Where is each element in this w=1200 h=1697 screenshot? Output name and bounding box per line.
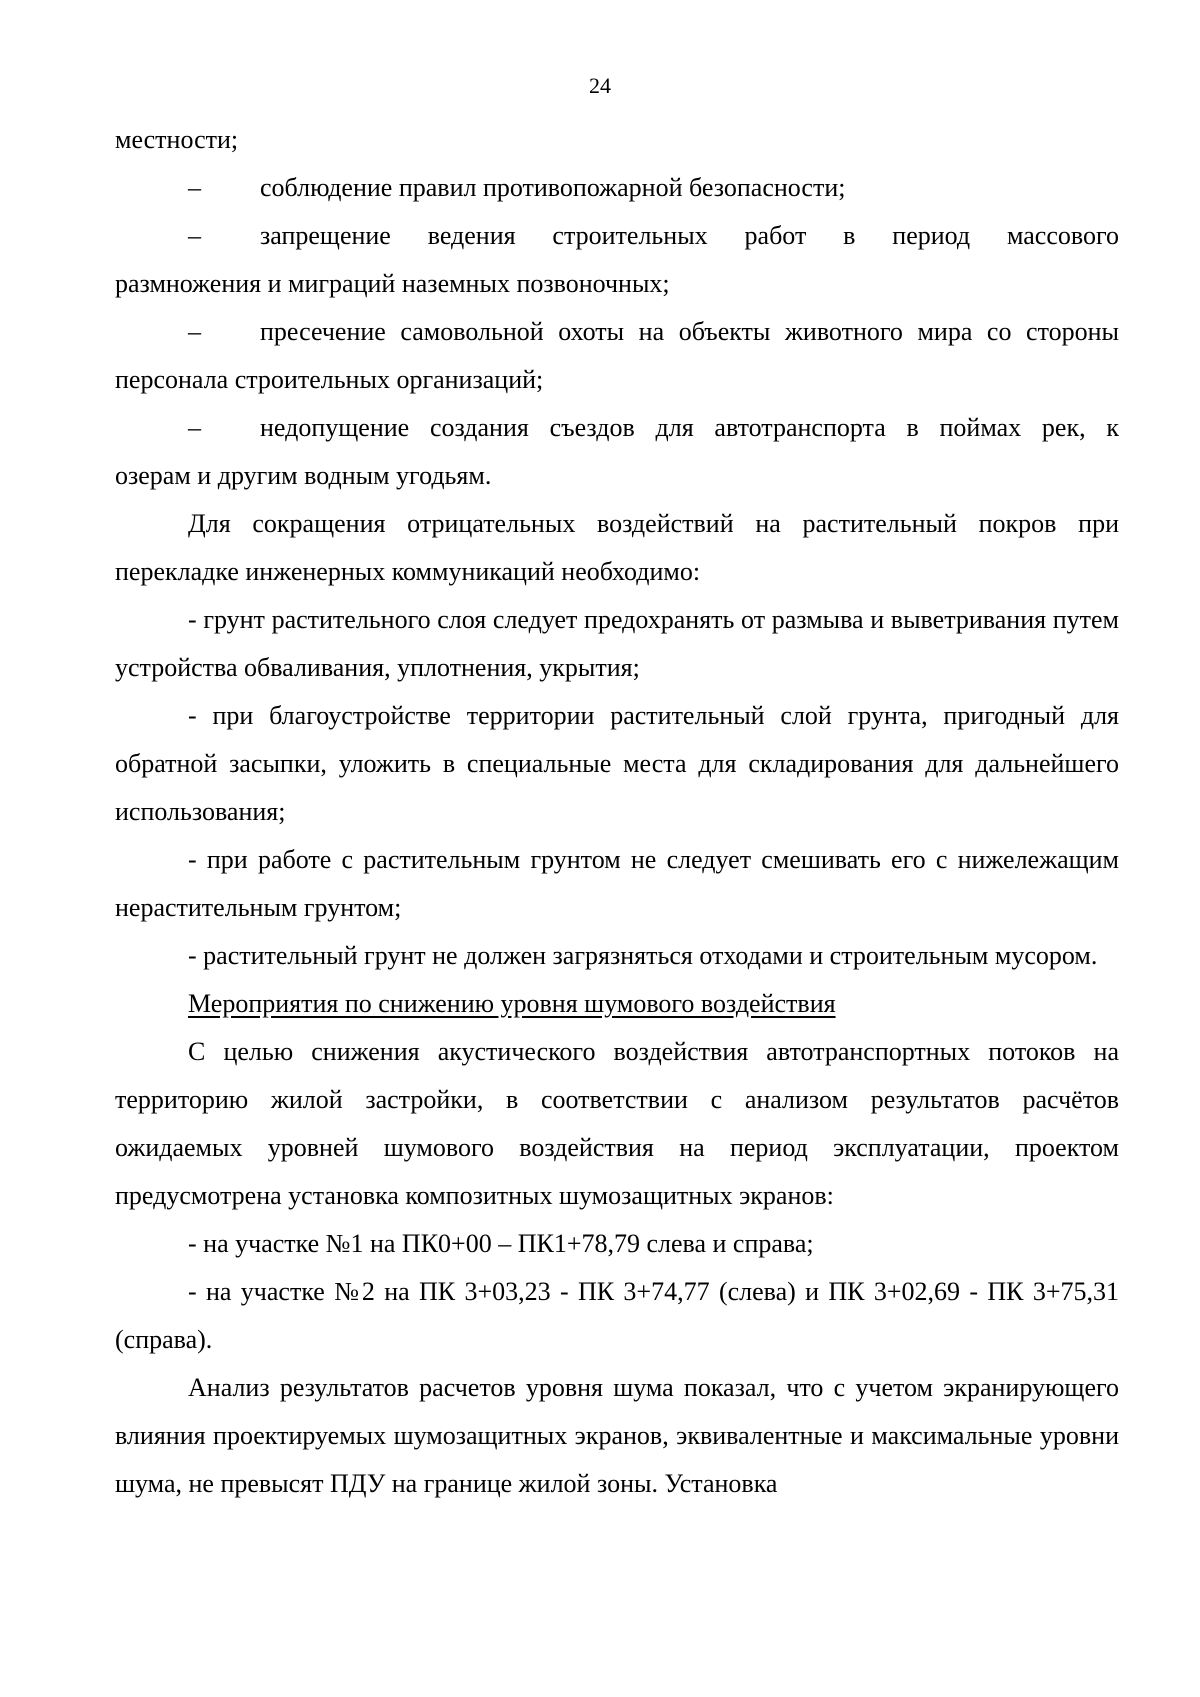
paragraph-vegetation-intro: Для сокращения отрицательных воздействий на растительный покров при перекладке инженерных коммуникаций необходимо: — [115, 509, 1119, 586]
dash-marker: – — [188, 221, 201, 250]
document-body — [115, 116, 1119, 1508]
dash-item-text: пресечение самовольной охоты на объекты животного мира со стороны — [260, 317, 1119, 346]
page-number: 24 — [589, 73, 611, 98]
paragraph-section-2: - на участке №2 на ПК 3+03,23 - ПК 3+74,77 (слева) и ПК 3+02,69 - ПК 3+75,31 (справа). — [115, 1277, 1119, 1354]
section-heading-text: Мероприятия по снижению уровня шумового воздействия — [188, 989, 836, 1018]
dash-item-text: недопущение создания съездов для автотранспорта в поймах рек, к — [260, 413, 1119, 442]
dash-list-item-4 — [115, 404, 1119, 452]
paragraph-noise-analysis: Анализ результатов расчетов уровня шума показал, что с учетом экранирующего влияния проектируемых шумозащитных экранов, эквивалентные и максимальные уровни шума, не превысят ПДУ на границе жилой зоны. Установка — [115, 1373, 1119, 1498]
dash-item-continuation: персонала строительных организаций; — [115, 365, 544, 394]
dash-item-text: соблюдение правил противопожарной безопасности; — [260, 173, 846, 202]
dash-item-continuation: озерам и другим водным угодьям. — [115, 461, 492, 490]
dash-list-item-3 — [115, 308, 1119, 356]
dash-marker: – — [188, 317, 201, 346]
paragraph-section-1: - на участке №1 на ПК0+00 – ПК1+78,79 слева и справа; — [188, 1229, 814, 1258]
paragraph-soil-mixing: - при работе с растительным грунтом не следует смешивать его с нижележащим нерастительным грунтом; — [115, 845, 1119, 922]
dash-marker: – — [188, 173, 201, 202]
paragraph-soil-protection: - грунт растительного слоя следует предохранять от размыва и выветривания путем устройства обваливания, уплотнения, укрытия; — [115, 605, 1119, 682]
paragraph-landscaping: - при благоустройстве территории растительный слой грунта, пригодный для обратной засыпки, уложить в специальные места для складирования для дальнейшего использования; — [115, 701, 1119, 826]
paragraph-noise-measures: С целью снижения акустического воздействия автотранспортных потоков на территорию жилой застройки, в соответствии с анализом результатов расчётов ожидаемых уровней шумового воздействия на период эксплуатации, проектом предусмотрена установка композитных шумозащитных экранов: — [115, 1037, 1119, 1210]
dash-list-item-2 — [115, 212, 1119, 260]
dash-item-continuation: размножения и миграций наземных позвоночных; — [115, 269, 670, 298]
dash-item-text: запрещение ведения строительных работ в период массового — [260, 221, 1119, 250]
section-heading — [115, 980, 1119, 1028]
text-line-continuation: местности; — [115, 125, 239, 154]
dash-list-item-1 — [115, 164, 1119, 212]
dash-marker: – — [188, 413, 201, 442]
paragraph-soil-contamination: - растительный грунт не должен загрязняться отходами и строительным мусором. — [188, 941, 1098, 970]
